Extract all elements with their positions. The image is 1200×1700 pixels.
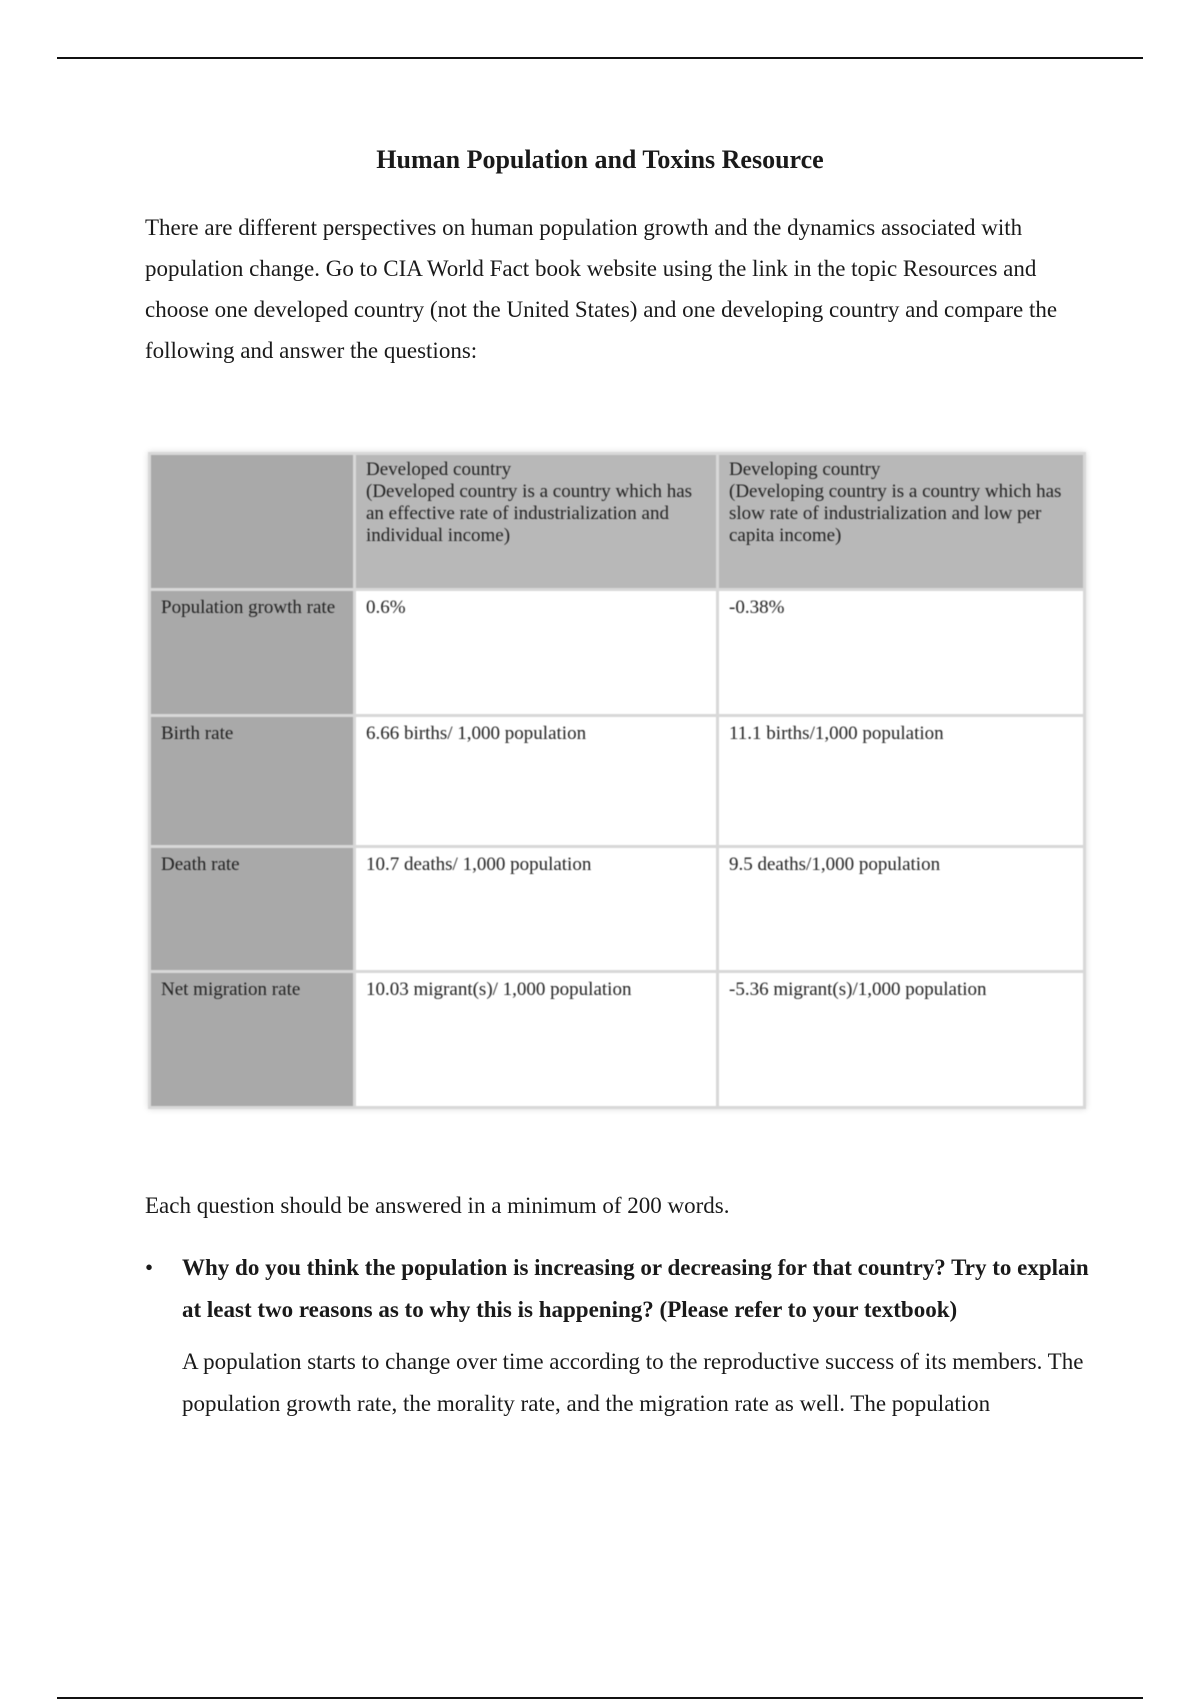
header-developed-country xyxy=(355,454,718,590)
intro-paragraph: There are different perspectives on human population growth and the dynamics associated with population change. Go to CIA World Fact book website using the link in the topic Resources and choose one developed country (not the United States) and one developing country and compare the following and answer the questions: xyxy=(145,215,1058,363)
table-row xyxy=(150,716,1085,847)
table-row xyxy=(150,972,1085,1108)
cell-developing-birth-rate: 11.1 births/1,000 population xyxy=(718,716,1085,847)
cell-developed-net-migration-rate: 10.03 migrant(s)/ 1,000 population xyxy=(355,972,718,1108)
document-title: Human Population and Toxins Resource xyxy=(376,145,824,174)
word-count-instruction: Each question should be answered in a minimum of 200 words. xyxy=(145,1193,730,1218)
answer-text: A population starts to change over time according to the reproductive success of its members. The population growth rate, the morality rate, and the migration rate as well. The population xyxy=(182,1349,1084,1416)
header-developed-title: Developed country xyxy=(366,459,512,480)
table-header-row xyxy=(150,454,1085,590)
header-developed-definition: (Developed country is a country which has an effective rate of industrialization and individual income) xyxy=(366,481,693,546)
cell-developing-net-migration-rate: -5.36 migrant(s)/1,000 population xyxy=(718,972,1085,1108)
bullet-icon: • xyxy=(145,1255,154,1280)
bottom-rule xyxy=(57,1697,1143,1699)
cell-developed-death-rate: 10.7 deaths/ 1,000 population xyxy=(355,847,718,972)
table-row xyxy=(150,847,1085,972)
cell-developed-birth-rate: 6.66 births/ 1,000 population xyxy=(355,716,718,847)
question-list xyxy=(145,1247,1090,1425)
row-label-death-rate: Death rate xyxy=(150,847,355,972)
top-rule xyxy=(57,57,1143,59)
question-text: Why do you think the population is increasing or decreasing for that country? Try to explain at least two reasons as to why this is happening? (Please refer to your textbook) xyxy=(182,1255,1089,1322)
cell-developed-population-growth-rate: 0.6% xyxy=(355,590,718,716)
header-developing-country xyxy=(718,454,1085,590)
row-label-net-migration-rate: Net migration rate xyxy=(150,972,355,1108)
row-label-birth-rate: Birth rate xyxy=(150,716,355,847)
row-label-population-growth-rate: Population growth rate xyxy=(150,590,355,716)
table-row xyxy=(150,590,1085,716)
comparison-table xyxy=(148,452,1086,1109)
cell-developing-population-growth-rate: -0.38% xyxy=(718,590,1085,716)
table-corner-cell xyxy=(150,454,355,590)
header-developing-title: Developing country xyxy=(729,459,881,480)
cell-developing-death-rate: 9.5 deaths/1,000 population xyxy=(718,847,1085,972)
header-developing-definition: (Developing country is a country which has slow rate of industrialization and low per capita income) xyxy=(729,481,1062,546)
list-item xyxy=(145,1247,1090,1425)
